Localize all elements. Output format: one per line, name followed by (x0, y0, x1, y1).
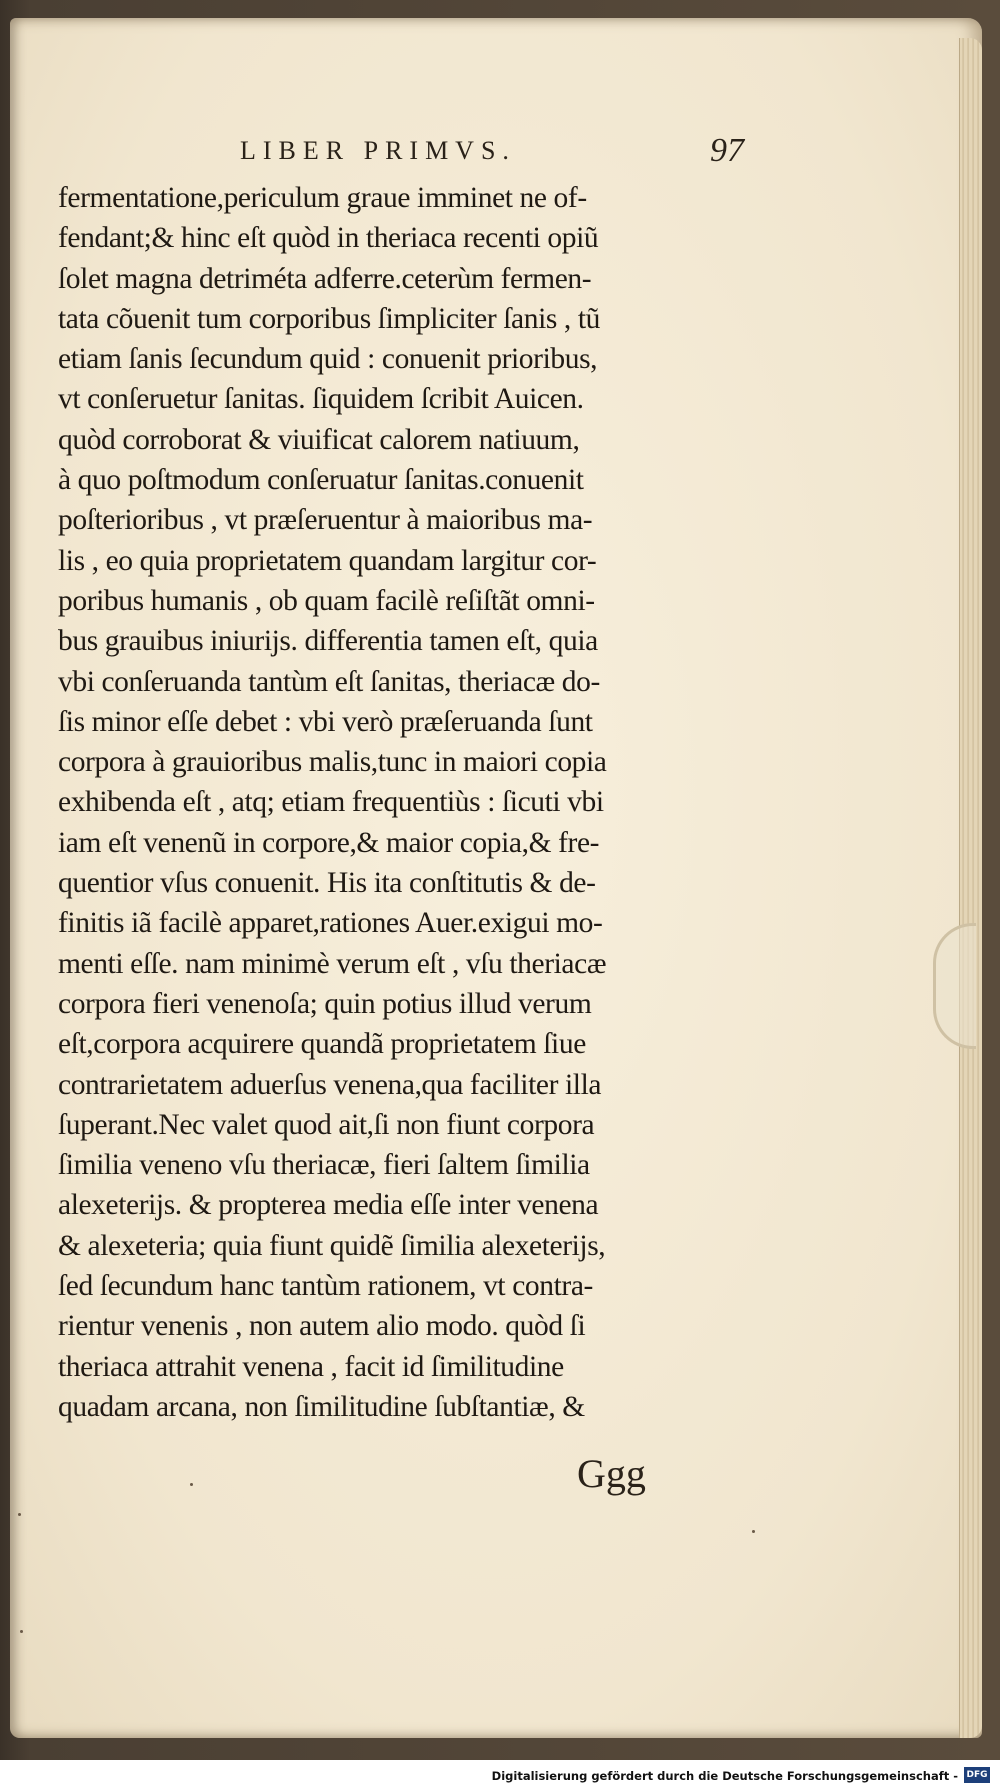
text-line: quòd corroborat & viuificat calorem natiuum, (58, 423, 580, 456)
text-line: lis , eo quia proprietatem quandam largitur cor- (58, 544, 597, 577)
digitization-footer (0, 1760, 1000, 1792)
running-head (10, 132, 982, 176)
text-line: ſis minor eſſe debet : vbi verò præſeruanda ſunt (58, 705, 593, 738)
text-line: ſuperant.Nec valet quod ait,ſi non fiunt corpora (58, 1108, 595, 1141)
text-line: alexeterijs. & propterea media eſſe inter venena (58, 1189, 599, 1222)
text-line: corpora à grauioribus malis,tunc in maiori copia (58, 746, 607, 779)
page-number: 97 (710, 132, 744, 169)
text-line: tata cõuenit tum corporibus ſimpliciter ſanis , tũ (58, 302, 601, 335)
text-line: vt conſeruetur ſanitas. ſiquidem ſcribit Auicen. (58, 383, 584, 416)
paper-speck (18, 1513, 21, 1516)
paper-speck (20, 1630, 23, 1633)
running-head-title: LIBER PRIMVS. (240, 136, 516, 165)
text-line: & alexeteria; quia fiunt quidẽ ſimilia alexeterijs, (58, 1229, 606, 1262)
text-line: corpora fieri venenoſa; quin potius illud verum (58, 987, 592, 1020)
text-line: fermentatione,periculum graue imminet ne of- (58, 182, 587, 214)
page-fore-edge (959, 38, 982, 1738)
body-text (58, 178, 748, 1427)
text-line: fendant;& hinc eſt quòd in theriaca recenti opiũ (58, 222, 599, 255)
paper-speck (190, 1483, 193, 1486)
paper-speck (752, 1530, 755, 1533)
text-line: poſterioribus , vt præſeruentur à maioribus ma- (58, 504, 593, 537)
text-line: rientur venenis , non autem alio modo. quòd ſi (58, 1310, 586, 1343)
text-line: exhibenda eſt , atq; etiam frequentiùs : ſicuti vbi (58, 786, 604, 819)
book-page (10, 18, 982, 1738)
text-line: iam eſt venenũ in corpore,& maior copia,& fre- (58, 826, 600, 859)
text-line: poribus humanis , ob quam facilè reſiſtãt omni- (58, 584, 595, 617)
text-line: finitis iã facilè apparet,rationes Auer.exigui mo- (58, 907, 603, 940)
text-line: etiam ſanis ſecundum quid : conuenit prioribus, (58, 343, 598, 376)
text-line: vbi conſeruanda tantùm eſt ſanitas, theriacæ do- (58, 665, 600, 698)
page-clip-mark (933, 923, 976, 1049)
funding-note: Digitalisierung gefördert durch die Deutsche Forschungsgemeinschaft - (491, 1769, 958, 1783)
text-line: menti eſſe. nam minimè verum eſt , vſu theriacæ (58, 947, 607, 980)
text-line: ſimilia veneno vſu theriacæ, fieri ſaltem ſimilia (58, 1149, 590, 1182)
signature-mark: Ggg (577, 1451, 646, 1496)
text-line: ſed ſecundum hanc tantùm rationem, vt contra- (58, 1270, 593, 1303)
text-line: ſolet magna detriméta adferre.ceterùm fermen- (58, 262, 592, 295)
dfg-logo: DFG (964, 1767, 990, 1783)
text-line: theriaca attrahit venena , facit id ſimilitudine (58, 1350, 564, 1383)
text-line: contrarietatem aduerſus venena,qua faciliter illa (58, 1068, 602, 1101)
text-line: quadam arcana, non ſimilitudine ſubſtantiæ, & (58, 1390, 585, 1423)
text-line: bus grauibus iniurijs. differentia tamen eſt, quia (58, 625, 598, 658)
text-line: quentior vſus conuenit. His ita conſtitutis & de- (58, 867, 596, 900)
text-line: à quo poſtmodum conſeruatur ſanitas.conuenit (58, 464, 584, 497)
text-line: eſt,corpora acquirere quandã proprietatem ſiue (58, 1028, 586, 1061)
